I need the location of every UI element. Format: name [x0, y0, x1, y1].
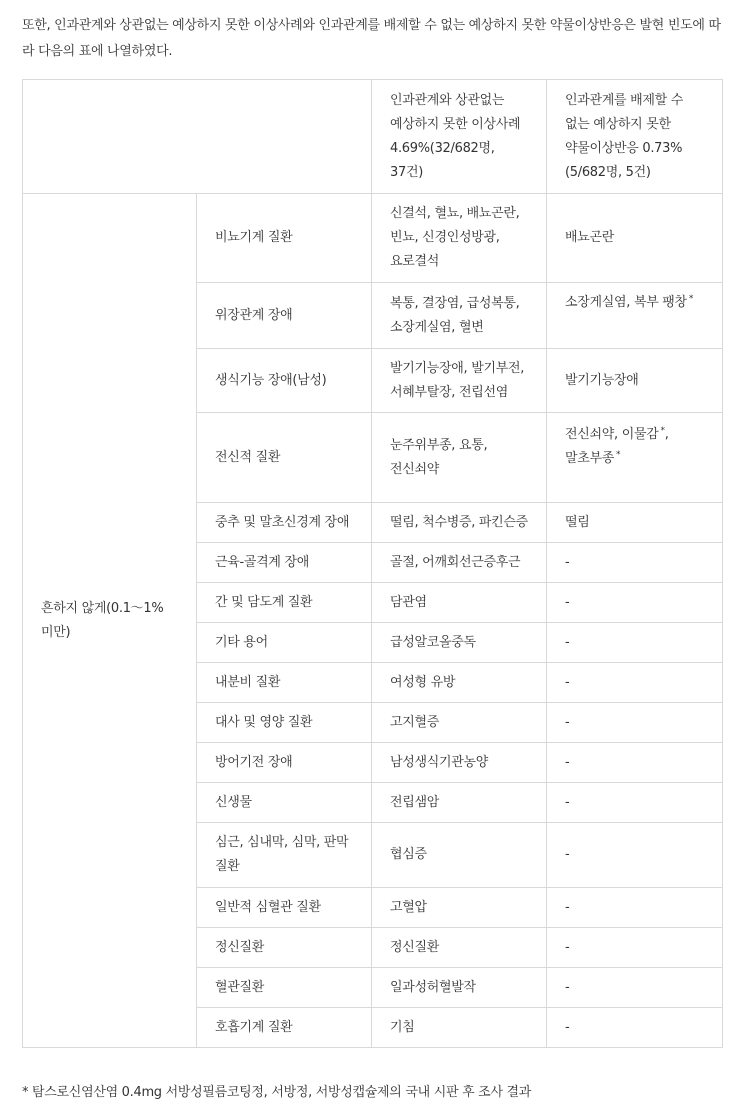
adr-cell: 발기기능장애	[547, 349, 723, 413]
adr-cell: -	[547, 743, 723, 783]
events-cell: 고혈압	[372, 888, 547, 928]
organ-cell: 대사 및 영양 질환	[197, 703, 372, 743]
adr-text-a: 전신쇠약, 이물감	[565, 427, 659, 442]
adverse-events-table	[22, 79, 723, 1048]
events-cell: 담관염	[372, 583, 547, 623]
adr-cell: -	[547, 928, 723, 968]
adr-cell	[547, 283, 723, 349]
asterisk-mark: *	[688, 293, 694, 304]
adr-cell	[547, 413, 723, 503]
adr-cell: -	[547, 583, 723, 623]
frequency-cell: 흔하지 않게(0.1～1%미만)	[23, 194, 197, 1048]
adr-cell: -	[547, 703, 723, 743]
adr-cell: 배뇨곤란	[547, 194, 723, 283]
events-cell: 남성생식기관농양	[372, 743, 547, 783]
adr-cell: -	[547, 783, 723, 823]
adr-cell: -	[547, 888, 723, 928]
organ-cell: 일반적 심혈관 질환	[197, 888, 372, 928]
organ-cell: 혈관질환	[197, 968, 372, 1008]
header-unrelated-events: 인과관계와 상관없는 예상하지 못한 이상사례 4.69%(32/682명, 37건)	[372, 80, 547, 194]
header-empty-cell	[23, 80, 372, 194]
adr-cell: -	[547, 1008, 723, 1048]
organ-cell: 비뇨기계 질환	[197, 194, 372, 283]
organ-cell: 정신질환	[197, 928, 372, 968]
organ-cell: 간 및 담도계 질환	[197, 583, 372, 623]
organ-cell: 전신적 질환	[197, 413, 372, 503]
organ-cell: 위장관계 장애	[197, 283, 372, 349]
asterisk-mark: *	[616, 449, 621, 460]
events-cell: 복통, 결장염, 급성복통, 소장게실염, 혈변	[372, 283, 547, 349]
events-cell: 협심증	[372, 823, 547, 888]
organ-cell: 생식기능 장애(남성)	[197, 349, 372, 413]
organ-cell: 중추 및 말초신경계 장애	[197, 503, 372, 543]
events-cell: 정신질환	[372, 928, 547, 968]
adr-cell: -	[547, 543, 723, 583]
events-cell: 발기기능장애, 발기부전, 서혜부탈장, 전립선염	[372, 349, 547, 413]
events-cell: 전립샘암	[372, 783, 547, 823]
events-cell: 일과성허혈발작	[372, 968, 547, 1008]
intro-paragraph: 또한, 인과관계와 상관없는 예상하지 못한 이상사례와 인과관계를 배제할 수 없는 예상하지 못한 약물이상반응은 발현 빈도에 따라 다음의 표에 나열하였다.	[22, 18, 721, 59]
events-cell: 신결석, 혈뇨, 배뇨곤란, 빈뇨, 신경인성방광, 요로결석	[372, 194, 547, 283]
adr-cell: -	[547, 623, 723, 663]
adr-text-b: , 말초부종	[565, 427, 669, 466]
footnote: * 탐스로신염산염 0.4mg 서방성필름코팅정, 서방정, 서방성캡슐제의 국내 시판 후 조사 결과	[22, 1085, 532, 1100]
table-header-row	[23, 80, 723, 194]
organ-cell: 신생물	[197, 783, 372, 823]
asterisk-mark: *	[660, 425, 665, 436]
adr-cell: -	[547, 663, 723, 703]
adr-cell: 떨림	[547, 503, 723, 543]
adr-cell: -	[547, 823, 723, 888]
header-related-adr: 인과관계를 배제할 수 없는 예상하지 못한 약물이상반응 0.73%(5/682명, 5건)	[547, 80, 723, 194]
events-cell: 기침	[372, 1008, 547, 1048]
table-row	[23, 194, 723, 283]
events-cell: 눈주위부종, 요통, 전신쇠약	[372, 413, 547, 503]
organ-cell: 심근, 심내막, 심막, 판막 질환	[197, 823, 372, 888]
events-cell: 급성알코올중독	[372, 623, 547, 663]
events-cell: 골절, 어깨회선근증후근	[372, 543, 547, 583]
events-cell: 고지혈증	[372, 703, 547, 743]
organ-cell: 내분비 질환	[197, 663, 372, 703]
organ-cell: 호흡기계 질환	[197, 1008, 372, 1048]
events-cell: 여성형 유방	[372, 663, 547, 703]
organ-cell: 근육-골격계 장애	[197, 543, 372, 583]
adr-cell: -	[547, 968, 723, 1008]
organ-cell: 기타 용어	[197, 623, 372, 663]
adr-text: 소장게실염, 복부 팽창	[565, 295, 687, 310]
organ-cell: 방어기전 장애	[197, 743, 372, 783]
events-cell: 떨림, 척수병증, 파킨슨증	[372, 503, 547, 543]
